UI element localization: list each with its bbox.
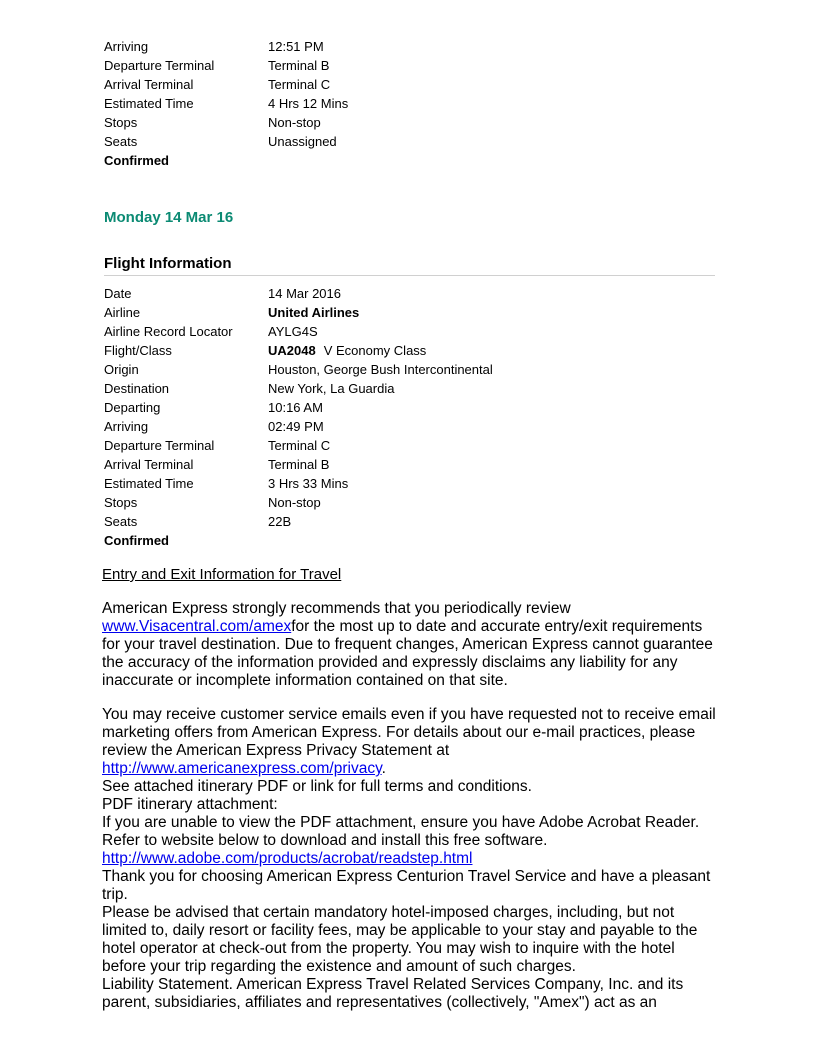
detail-row	[104, 37, 348, 56]
detail-label: Departure Terminal	[104, 58, 215, 73]
flight-status: Confirmed	[104, 533, 169, 548]
detail-value: Terminal B	[268, 58, 330, 73]
adobe-reader-link[interactable]: http://www.adobe.com/products/acrobat/readstep.html	[102, 850, 473, 867]
day-heading: Monday 14 Mar 16	[104, 209, 234, 226]
detail-label: Seats	[104, 134, 138, 149]
flight-details	[104, 284, 493, 550]
detail-value: 4 Hrs 12 Mins	[268, 96, 349, 111]
detail-row	[104, 132, 348, 151]
detail-row-seats: Seats 22B	[104, 514, 292, 529]
detail-row-stops: Stops Non-stop	[104, 495, 321, 510]
section-divider	[104, 275, 715, 276]
detail-label: Estimated Time	[104, 96, 194, 111]
pdf-terms-line: See attached itinerary PDF or link for full terms and conditions.	[102, 778, 532, 795]
detail-value: Terminal C	[268, 77, 331, 92]
detail-row-airline: Airline United Airlines	[104, 305, 360, 320]
detail-value: Unassigned	[268, 134, 337, 149]
detail-row-date: Date 14 Mar 2016	[104, 286, 341, 301]
detail-row-estimated-time: Estimated Time 3 Hrs 33 Mins	[104, 476, 349, 491]
segment-status: Confirmed	[104, 153, 169, 168]
liability-statement: Liability Statement. American Express Travel Related Services Company, Inc. and its parent, subsidiaries, affiliates and representatives (collectively, "Amex") act as an	[102, 976, 684, 1011]
hotel-charges-notice: Please be advised that certain mandatory hotel-imposed charges, including, but not limited to, daily resort or facility fees, may be applicable to your stay and payable to the hotel operator at check-out from the property. You may wish to inquire with the hotel before your trip regarding the existence and amount of such charges.	[102, 904, 698, 975]
flight-information-title: Flight Information	[104, 255, 232, 272]
privacy-link[interactable]: http://www.americanexpress.com/privacy	[102, 760, 382, 777]
detail-row-arriving: Arriving 02:49 PM	[104, 419, 324, 434]
visacentral-link[interactable]: www.Visacentral.com/amex	[102, 618, 292, 635]
detail-label: Arriving	[104, 39, 149, 54]
detail-label: Stops	[104, 115, 138, 130]
detail-row-destination: Destination New York, La Guardia	[104, 381, 395, 396]
detail-row	[104, 75, 348, 94]
detail-value: Non-stop	[268, 115, 321, 130]
detail-row	[104, 94, 348, 113]
detail-row-departure-terminal: Departure Terminal Terminal C	[104, 438, 331, 453]
previous-segment-details	[104, 37, 348, 170]
detail-row	[104, 113, 348, 132]
pdf-instructions: If you are unable to view the PDF attachment, ensure you have Adobe Acrobat Reader. Refer to website below to download and install this free software.	[102, 814, 700, 849]
detail-row-locator: Airline Record Locator AYLG4S	[104, 324, 318, 339]
fare-class: V Economy Class	[323, 343, 427, 358]
thank-you-paragraph: Thank you for choosing American Express Centurion Travel Service and have a pleasant trip.	[102, 868, 711, 903]
flight-number: UA2048	[268, 343, 316, 358]
pdf-attachment-line: PDF itinerary attachment:	[102, 796, 278, 813]
detail-value: 12:51 PM	[268, 39, 324, 54]
detail-row-arrival-terminal: Arrival Terminal Terminal B	[104, 457, 330, 472]
detail-row-origin: Origin Houston, George Bush Intercontinental	[104, 362, 493, 377]
detail-label: Arrival Terminal	[104, 77, 194, 92]
entry-exit-paragraph: American Express strongly recommends that you periodically review www.Visacentral.com/amexfor the most up to date and accurate entry/exit requirements for your travel destination. Due to frequent changes, American Express cannot guarantee the accuracy of the information provided and expressly disclaims any liability for any inaccurate or incomplete information contained on that site.	[102, 600, 713, 689]
detail-row	[104, 56, 348, 75]
entry-exit-title: Entry and Exit Information for Travel	[102, 566, 342, 583]
privacy-paragraph: You may receive customer service emails even if you have requested not to receive email marketing offers from American Express. For details about our e-mail practices, please review the American Express Privacy Statement at http://www.americanexpress.com/privacy.	[102, 706, 716, 777]
terms-block	[102, 706, 717, 1012]
detail-row-departing: Departing 10:16 AM	[104, 400, 323, 415]
detail-row-flight-class: Flight/Class UA2048 V Economy Class	[104, 343, 427, 358]
